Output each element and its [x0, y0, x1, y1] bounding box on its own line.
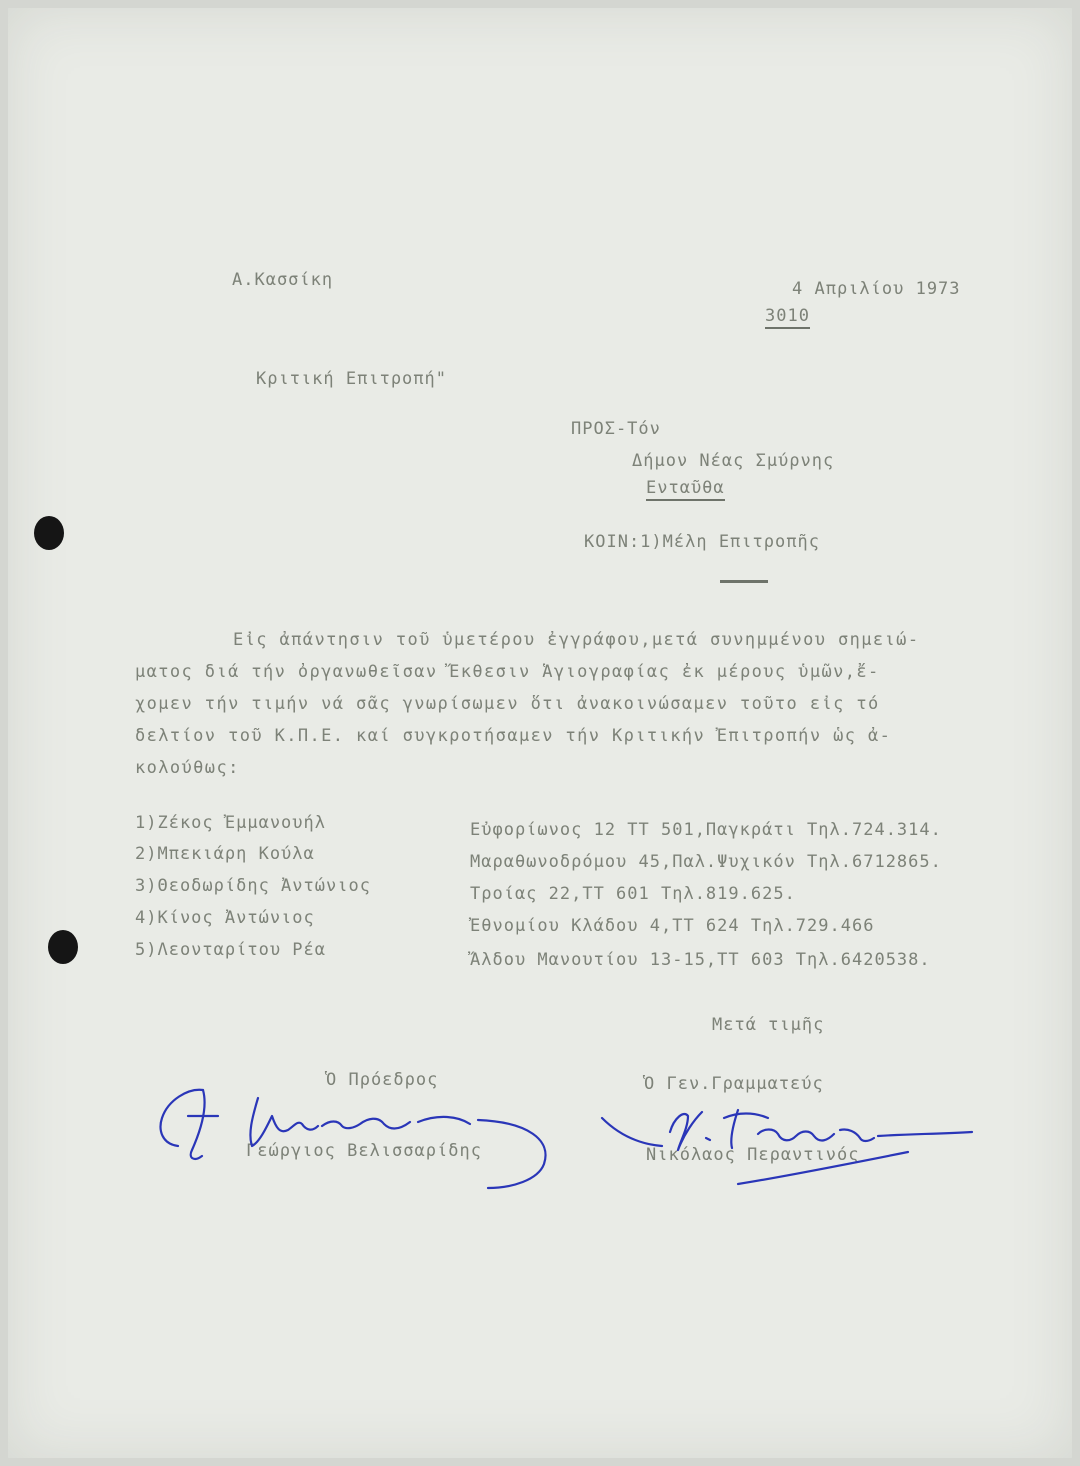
reference-number: 3010: [765, 306, 810, 329]
cc-line: ΚΟΙΝ:1)Μέλη Επιτροπῆς: [584, 532, 820, 552]
member-2-name: 2)Μπεκιάρη Κούλα: [135, 844, 315, 864]
member-5-details: Ἄλδου Μανουτίου 13-15,ΤΤ 603 Τηλ.6420538.: [470, 950, 931, 970]
body-line-5: κολούθως:: [135, 758, 240, 778]
member-4-details: Ἐθνομίου Κλάδου 4,ΤΤ 624 Τηλ.729.466: [470, 916, 875, 936]
sender-name: Α.Κασσίκη: [232, 270, 334, 290]
president-signature: [148, 1068, 568, 1198]
letter-date: 4 Απριλίου 1973: [792, 279, 961, 299]
body-line-4: δελτίον τοῦ Κ.Π.Ε. καί συγκροτήσαμεν τήν Κριτικήν Ἐπιτροπήν ὡς ἀ-: [135, 726, 892, 746]
member-1-name: 1)Ζέκος Ἐμμανουήλ: [135, 813, 326, 833]
recipient-place: Ενταῦθα: [646, 478, 725, 501]
separator-dashes: [720, 580, 768, 583]
secretary-title: Ὁ Γεν.Γραμματεύς: [644, 1074, 824, 1094]
member-5-name: 5)Λεονταρίτου Ρέα: [135, 940, 326, 960]
member-1-details: Εὐφορίωνος 12 ΤΤ 501,Παγκράτι Τηλ.724.314.: [470, 820, 942, 840]
letter-page: [8, 8, 1072, 1458]
body-line-1: Εἰς ἀπάντησιν τοῦ ὑμετέρου ἐγγράφου,μετά συνημμένου σημειώ-: [233, 630, 920, 650]
closing-phrase: Μετά τιμῆς: [712, 1015, 825, 1035]
member-3-name: 3)Θεοδωρίδης Ἀντώνιος: [135, 876, 371, 896]
member-4-name: 4)Κίνος Ἀντώνιος: [135, 908, 315, 928]
punch-hole-bottom: [48, 930, 78, 964]
committee-heading: Κριτική Επιτροπή": [256, 369, 447, 389]
body-line-2: ματος διά τήν ὀργανωθεῖσαν Ἔκθεσιν Ἁγιογραφίας ἐκ μέρους ὑμῶν,ἔ-: [135, 662, 880, 682]
secretary-signature: [588, 1088, 988, 1198]
member-3-details: Τροίας 22,ΤΤ 601 Τηλ.819.625.: [470, 884, 796, 904]
president-title: Ὁ Πρόεδρος: [326, 1070, 439, 1090]
member-2-details: Μαραθωνοδρόμου 45,Παλ.Ψυχικόν Τηλ.6712865.: [470, 852, 942, 872]
recipient-name: Δήμον Νέας Σμύρνης: [632, 451, 835, 471]
president-name: Γεώργιος Βελισσαρίδης: [246, 1141, 482, 1161]
body-line-3: χομεν τήν τιμήν νά σᾶς γνωρίσωμεν ὅτι ἀνακοινώσαμεν τοῦτο εἰς τό: [135, 694, 880, 714]
recipient-label: ΠΡΟΣ-Τόν: [571, 419, 661, 439]
secretary-name: Νικόλαος Περαντινός: [646, 1145, 860, 1165]
punch-hole-top: [34, 516, 64, 550]
